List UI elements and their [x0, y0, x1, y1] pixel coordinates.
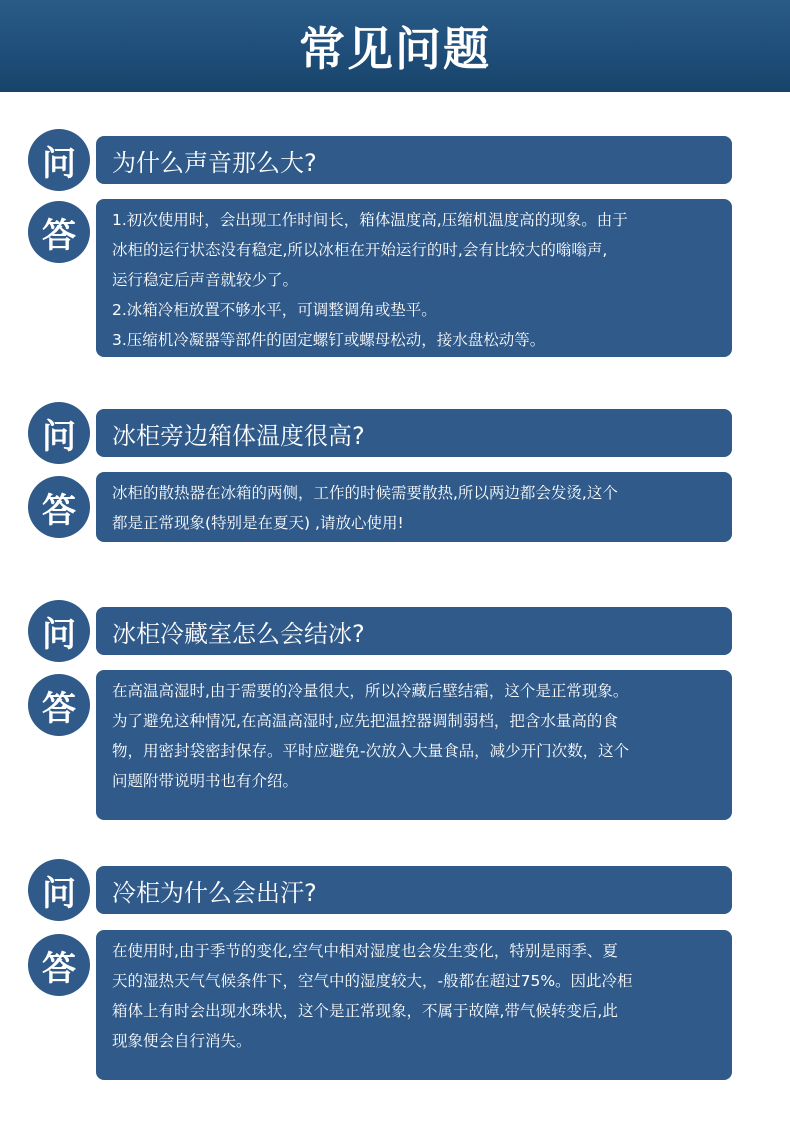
question-bar: 为什么声音那么大? — [96, 136, 732, 184]
question-bar: 冰柜旁边箱体温度很高? — [96, 409, 732, 457]
answer-box — [96, 930, 732, 1080]
question-badge: 问 — [28, 129, 90, 191]
answer-line: 都是正常现象(特别是在夏天) ,请放心使用! — [112, 514, 404, 532]
answer-line: 在高温高湿时,由于需要的冷量很大，所以冷藏后壁结霜，这个是正常现象。 — [112, 682, 629, 700]
answer-box — [96, 670, 732, 820]
answer-badge: 答 — [28, 476, 90, 538]
question-bar: 冰柜冷藏室怎么会结冰? — [96, 607, 732, 655]
answer-badge: 答 — [28, 934, 90, 996]
question-badge: 问 — [28, 600, 90, 662]
answer-box — [96, 472, 732, 542]
answer-box — [96, 199, 732, 357]
question-bar: 冷柜为什么会出汗? — [96, 866, 732, 914]
answer-badge: 答 — [28, 674, 90, 736]
answer-line: 现象便会自行消失。 — [112, 1032, 252, 1050]
answer-line: 2.冰箱冷柜放置不够水平，可调整调角或垫平。 — [112, 301, 437, 319]
page-title: 常见问题 — [299, 22, 491, 76]
answer-line: 运行稳定后声音就较少了。 — [112, 271, 299, 289]
question-badge: 问 — [28, 402, 90, 464]
answer-line: 箱体上有时会出现水珠状，这个是正常现象，不属于故障,带气候转变后,此 — [112, 1002, 618, 1020]
answer-line: 物，用密封袋密封保存。平时应避免-次放入大量食品，减少开门次数，这个 — [112, 742, 630, 760]
answer-line: 问题附带说明书也有介绍。 — [112, 772, 299, 790]
page-header — [0, 0, 790, 92]
answer-line: 为了避免这种情况,在高温高湿时,应先把温控器调制弱档，把含水量高的食 — [112, 712, 618, 730]
question-badge: 问 — [28, 859, 90, 921]
answer-line: 冰柜的散热器在冰箱的两侧，工作的时候需要散热,所以两边都会发烫,这个 — [112, 484, 618, 502]
answer-line: 天的湿热天气气候条件下，空气中的湿度较大，-般都在超过75%。因此冷柜 — [112, 972, 633, 990]
answer-badge: 答 — [28, 201, 90, 263]
answer-line: 3.压缩机冷凝器等部件的固定螺钉或螺母松动，接水盘松动等。 — [112, 331, 546, 349]
answer-line: 冰柜的运行状态没有稳定,所以冰柜在开始运行的时,会有比较大的嗡嗡声, — [112, 241, 608, 259]
answer-line: 在使用时,由于季节的变化,空气中相对湿度也会发生变化，特别是雨季、夏 — [112, 942, 618, 960]
answer-line: 1.初次使用时，会出现工作时间长，箱体温度高,压缩机温度高的现象。由于 — [112, 211, 628, 229]
